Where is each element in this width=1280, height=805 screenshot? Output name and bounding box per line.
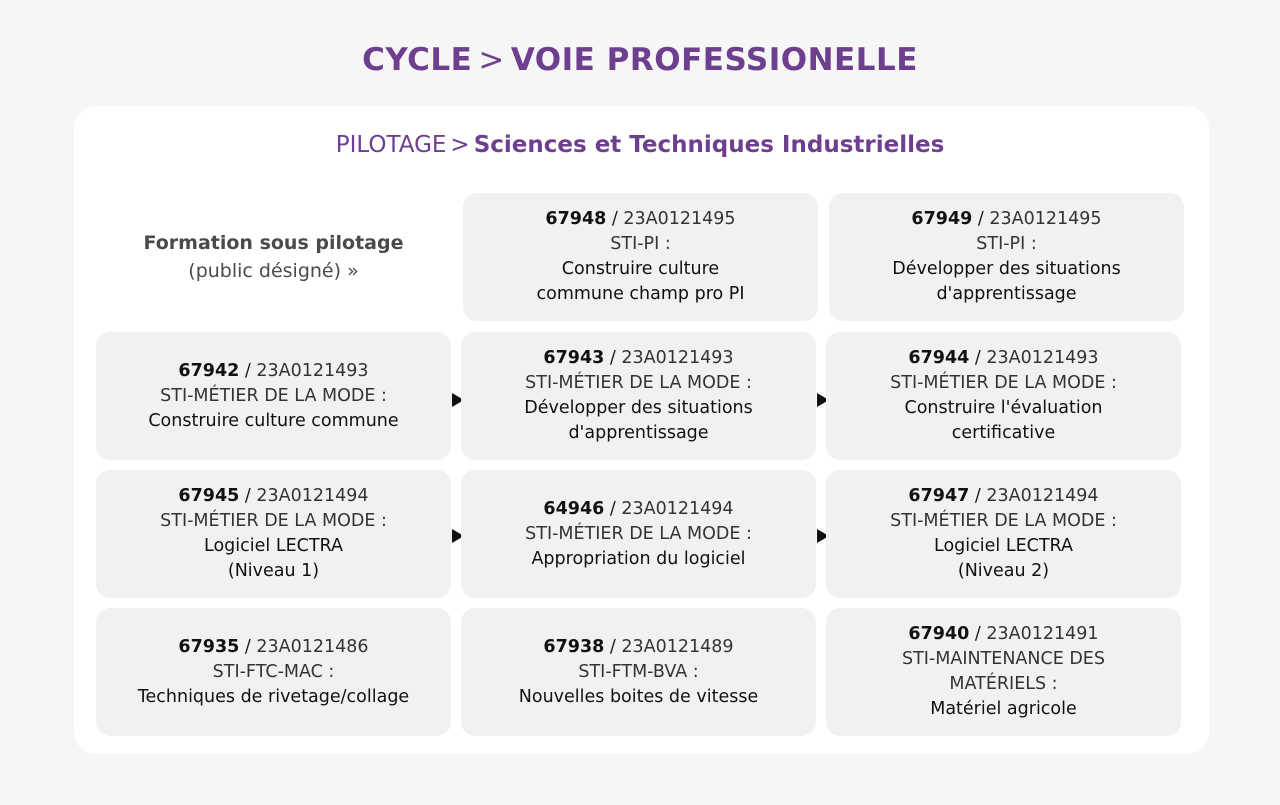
training-card[interactable] xyxy=(461,470,816,598)
card-description: Appropriation du logiciel xyxy=(531,548,746,569)
card-description: Construire culture xyxy=(561,259,720,279)
card-ref: 23A0121495 xyxy=(623,209,736,229)
card-category: STI-PI : xyxy=(610,234,671,254)
training-card[interactable] xyxy=(96,332,451,460)
card-ref: 23A0121494 xyxy=(621,498,734,519)
header-line-1: Formation sous pilotage xyxy=(143,232,404,254)
card-category: STI-FTM-BVA : xyxy=(578,661,699,682)
card-ref: 23A0121493 xyxy=(986,348,1099,368)
subtitle-separator: > xyxy=(450,132,470,158)
page-title xyxy=(0,42,1280,78)
card-description: Logiciel LECTRA xyxy=(934,536,1073,556)
card-description: commune champ pro PI xyxy=(536,284,745,304)
ref-separator: / xyxy=(974,486,981,506)
card-code: 67947 xyxy=(908,486,970,506)
card-ref: 23A0121491 xyxy=(986,624,1099,644)
card-description: (Niveau 1) xyxy=(227,561,320,581)
card-ref: 23A0121486 xyxy=(256,636,369,657)
header-label xyxy=(96,193,451,321)
title-right: VOIE PROFESSIONELLE xyxy=(510,42,918,78)
card-description: d'apprentissage xyxy=(936,284,1077,304)
ref-separator: / xyxy=(974,624,981,644)
training-card[interactable] xyxy=(826,470,1181,598)
card-category: MATÉRIELS : xyxy=(949,674,1058,694)
card-description: certificative xyxy=(951,423,1056,443)
card-description: Développer des situations xyxy=(524,398,753,418)
card-description: d'apprentissage xyxy=(568,423,709,443)
header-line-2: (public désigné) » xyxy=(188,260,359,282)
training-card[interactable] xyxy=(826,608,1181,736)
section-subtitle xyxy=(0,132,1280,158)
card-category: STI-MAINTENANCE DES xyxy=(902,649,1105,669)
card-description: Construire culture commune xyxy=(148,410,399,431)
ref-separator: / xyxy=(609,348,616,368)
card-category: STI-MÉTIER DE LA MODE : xyxy=(525,373,752,393)
card-ref: 23A0121494 xyxy=(256,486,369,506)
card-category: STI-MÉTIER DE LA MODE : xyxy=(890,511,1117,531)
title-separator: > xyxy=(478,42,505,78)
card-code: 67949 xyxy=(911,209,973,229)
card-category: STI-MÉTIER DE LA MODE : xyxy=(160,385,387,406)
ref-separator: / xyxy=(609,636,616,657)
training-card[interactable] xyxy=(463,193,818,321)
card-description: Logiciel LECTRA xyxy=(204,536,343,556)
card-code: 64946 xyxy=(543,498,605,519)
card-ref: 23A0121493 xyxy=(256,360,369,381)
ref-separator: / xyxy=(611,209,618,229)
ref-separator: / xyxy=(244,636,251,657)
card-description: Nouvelles boites de vitesse xyxy=(518,686,759,707)
card-category: STI-MÉTIER DE LA MODE : xyxy=(890,373,1117,393)
training-card[interactable] xyxy=(96,608,451,736)
card-description: Développer des situations xyxy=(892,259,1121,279)
card-code: 67944 xyxy=(908,348,970,368)
ref-separator: / xyxy=(244,360,251,381)
card-code: 67940 xyxy=(908,624,970,644)
training-card[interactable] xyxy=(96,470,451,598)
card-ref: 23A0121493 xyxy=(621,348,734,368)
title-left: CYCLE xyxy=(362,42,473,78)
training-card[interactable] xyxy=(461,608,816,736)
card-category: STI-PI : xyxy=(976,234,1037,254)
card-description: Matériel agricole xyxy=(930,699,1077,719)
subtitle-left: PILOTAGE xyxy=(335,132,447,158)
training-card[interactable] xyxy=(461,332,816,460)
card-ref: 23A0121489 xyxy=(621,636,734,657)
training-card[interactable] xyxy=(826,332,1181,460)
ref-separator: / xyxy=(974,348,981,368)
card-code: 67935 xyxy=(178,636,240,657)
ref-separator: / xyxy=(244,486,251,506)
card-category: STI-MÉTIER DE LA MODE : xyxy=(160,511,387,531)
card-code: 67948 xyxy=(545,209,607,229)
card-category: STI-FTC-MAC : xyxy=(212,661,335,682)
card-description: (Niveau 2) xyxy=(957,561,1050,581)
card-ref: 23A0121495 xyxy=(989,209,1102,229)
ref-separator: / xyxy=(609,498,616,519)
training-card[interactable] xyxy=(829,193,1184,321)
card-ref: 23A0121494 xyxy=(986,486,1099,506)
card-description: Construire l'évaluation xyxy=(904,398,1103,418)
card-code: 67938 xyxy=(543,636,605,657)
subtitle-right: Sciences et Techniques Industrielles xyxy=(473,132,945,158)
card-code: 67942 xyxy=(178,360,240,381)
card-code: 67945 xyxy=(178,486,240,506)
ref-separator: / xyxy=(977,209,984,229)
card-code: 67943 xyxy=(543,348,605,368)
card-category: STI-MÉTIER DE LA MODE : xyxy=(525,523,752,544)
card-description: Techniques de rivetage/collage xyxy=(137,686,410,707)
